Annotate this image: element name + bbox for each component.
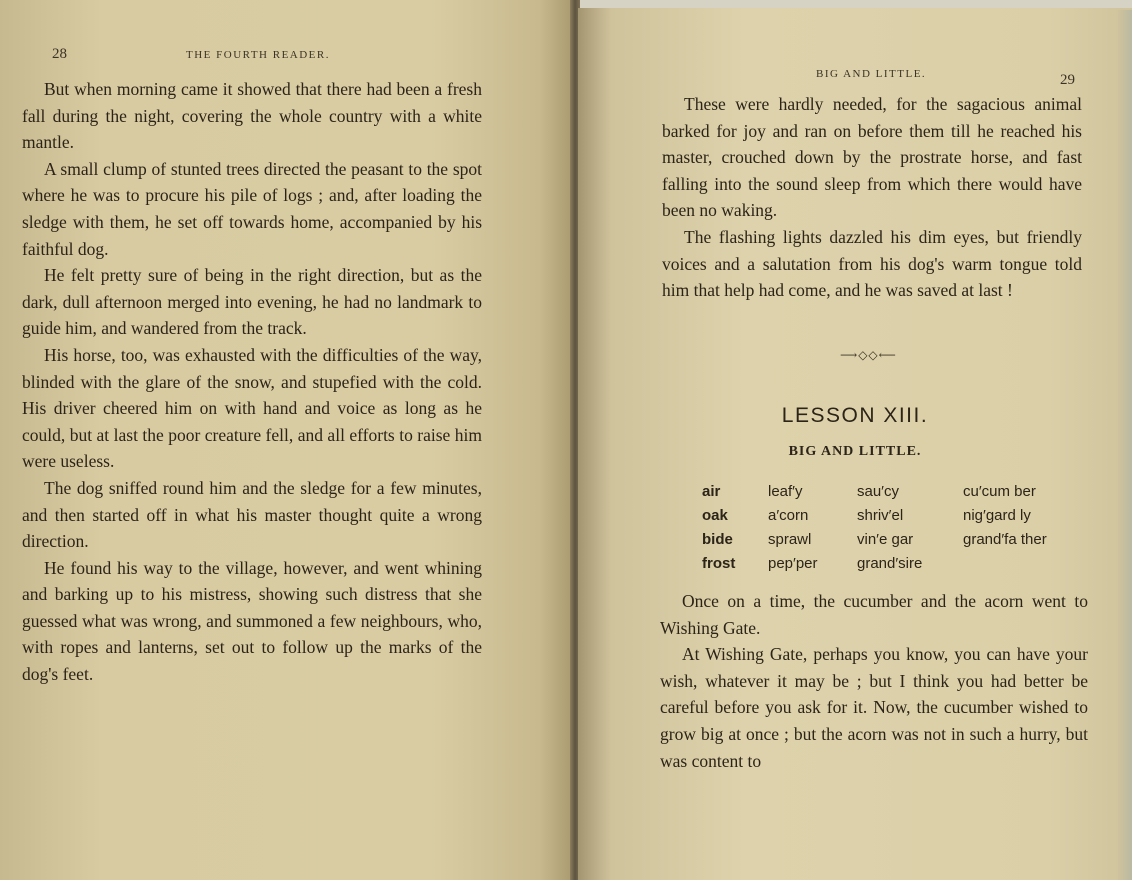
page-edge: [1118, 10, 1132, 880]
spelling-word: grand′fa ther: [963, 531, 1047, 548]
right-page: [578, 8, 1132, 880]
running-head-right: BIG AND LITTLE.: [816, 68, 927, 80]
right-body-text-top: [662, 91, 1082, 304]
paragraph: His horse, too, was exhausted with the difficulties of the way, blinded with the glare of the snow, and stupefied with the cold. His driver cheered him on with hand and voice as long as he could, but at last the poor creature fell, and all efforts to raise him were useless.: [22, 344, 482, 472]
paragraph: He felt pretty sure of being in the right direction, but as the dark, dull afternoon merged into evening, he had no landmark to guide him, and wandered from the track.: [22, 265, 482, 339]
spelling-word: sprawl: [768, 531, 812, 548]
spelling-word: a′corn: [768, 507, 809, 524]
spelling-word: air: [702, 483, 721, 500]
paragraph: A small clump of stunted trees directed the peasant to the spot where he was to procure his pile of logs ; and, after loading the sledge with them, he set off towards home, accompanied by his faithful dog.: [22, 158, 482, 259]
paragraph: Once on a time, the cucumber and the acorn went to Wishing Gate.: [660, 591, 1088, 638]
right-body-text-bottom: [660, 588, 1088, 774]
spelling-word: oak: [702, 507, 728, 524]
lesson-title: LESSON XIII.: [781, 404, 929, 427]
paragraph: But when morning came it showed that there had been a fresh fall during the night, covering the whole country with a white mantle.: [22, 79, 482, 153]
paragraph: The dog sniffed round him and the sledge for a few minutes, and then started off in what his master thought quite a wrong direction.: [22, 477, 482, 552]
paragraph: The flashing lights dazzled his dim eyes, but friendly voices and a salutation from his dog's warm tongue told him that help had come, and he was saved at last !: [662, 226, 1082, 301]
spelling-word: bide: [702, 531, 733, 548]
spelling-word: grand′sire: [857, 555, 923, 572]
lesson-subtitle: BIG AND LITTLE.: [788, 444, 922, 459]
left-body-text: [22, 76, 482, 688]
spelling-word: nig′gard ly: [963, 507, 1031, 524]
word-column: [963, 480, 1047, 552]
spelling-word: vin′e gar: [857, 531, 914, 548]
section-ornament: ⟶◇◇⟵: [840, 348, 897, 362]
spelling-word: sau′cy: [857, 483, 899, 500]
spelling-word: cu′cum ber: [963, 483, 1036, 500]
running-head-left: THE FOURTH READER.: [186, 49, 330, 61]
spelling-word: leaf′y: [768, 483, 803, 500]
spelling-word: pep′per: [768, 555, 818, 572]
spelling-word: shriv′el: [857, 507, 904, 524]
page-number-left: 28: [52, 46, 67, 62]
paragraph: He found his way to the village, however, and went whining and barking up to his mistress, showing such distress that she guessed what was wrong, and summoned a few neighbours, who, with ropes and lanterns, set out to follow up the marks of the dog's feet.: [22, 557, 482, 685]
word-column: [768, 480, 818, 576]
page-number-right: 29: [1060, 72, 1075, 88]
word-column: [857, 480, 922, 576]
paragraph: These were hardly needed, for the sagacious animal barked for joy and ran on before them till he reached his master, crouched down by the prostrate horse, and fast falling into the sound sleep from which there would have been no waking.: [662, 94, 1082, 221]
paragraph: At Wishing Gate, perhaps you know, you can have your wish, whatever it may be ; but I think you had better be careful before you ask for it. Now, the cucumber wished to grow big at once ; but the acorn was not in such a hurry, but was content to: [660, 644, 1088, 771]
spelling-word: frost: [702, 555, 736, 572]
word-column: [702, 480, 735, 576]
